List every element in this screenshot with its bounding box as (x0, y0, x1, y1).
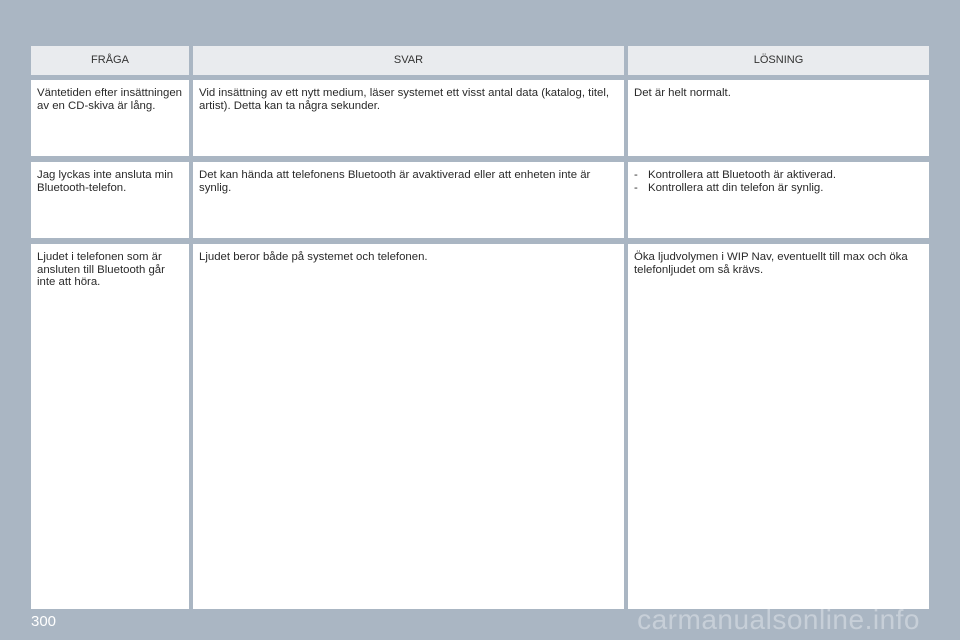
bullet-marker: - (634, 169, 638, 181)
table-row (31, 244, 929, 609)
solution-cell: Det är helt normalt. (628, 80, 929, 156)
bullet-marker: - (634, 181, 638, 194)
answer-cell: Vid insättning av ett nytt medium, läser systemet ett visst antal data (katalog, titel, artist). Detta kan ta några sekunder. (193, 80, 624, 156)
header-solution: LÖSNING (628, 46, 929, 75)
table-row (31, 80, 929, 156)
list-item (634, 169, 923, 182)
faq-table (31, 46, 929, 609)
solution-cell (628, 162, 929, 238)
question-cell: Ljudet i telefonen som är ansluten till Bluetooth går inte att höra. (31, 244, 189, 609)
answer-cell: Det kan hända att telefonens Bluetooth är avaktiverad eller att enheten inte är synlig. (193, 162, 624, 238)
question-cell: Väntetiden efter insättningen av en CD-skiva är lång. (31, 80, 189, 156)
list-item-text: Kontrollera att Bluetooth är aktiverad. (648, 169, 837, 181)
table-row (31, 162, 929, 238)
header-answer: SVAR (193, 46, 624, 75)
page-number: 300 (31, 613, 57, 630)
watermark: carmanualsonline.info (637, 604, 920, 635)
solution-cell: Öka ljudvolymen i WIP Nav, eventuellt till max och öka telefonljudet om så krävs. (628, 244, 929, 609)
header-question: FRÅGA (31, 46, 189, 75)
table-header-row (31, 46, 929, 75)
list-item-text: Kontrollera att din telefon är synlig. (648, 181, 824, 194)
list-item (634, 182, 923, 195)
solution-list (634, 169, 923, 194)
answer-cell: Ljudet beror både på systemet och telefonen. (193, 244, 624, 609)
question-cell: Jag lyckas inte ansluta min Bluetooth-telefon. (31, 162, 189, 238)
